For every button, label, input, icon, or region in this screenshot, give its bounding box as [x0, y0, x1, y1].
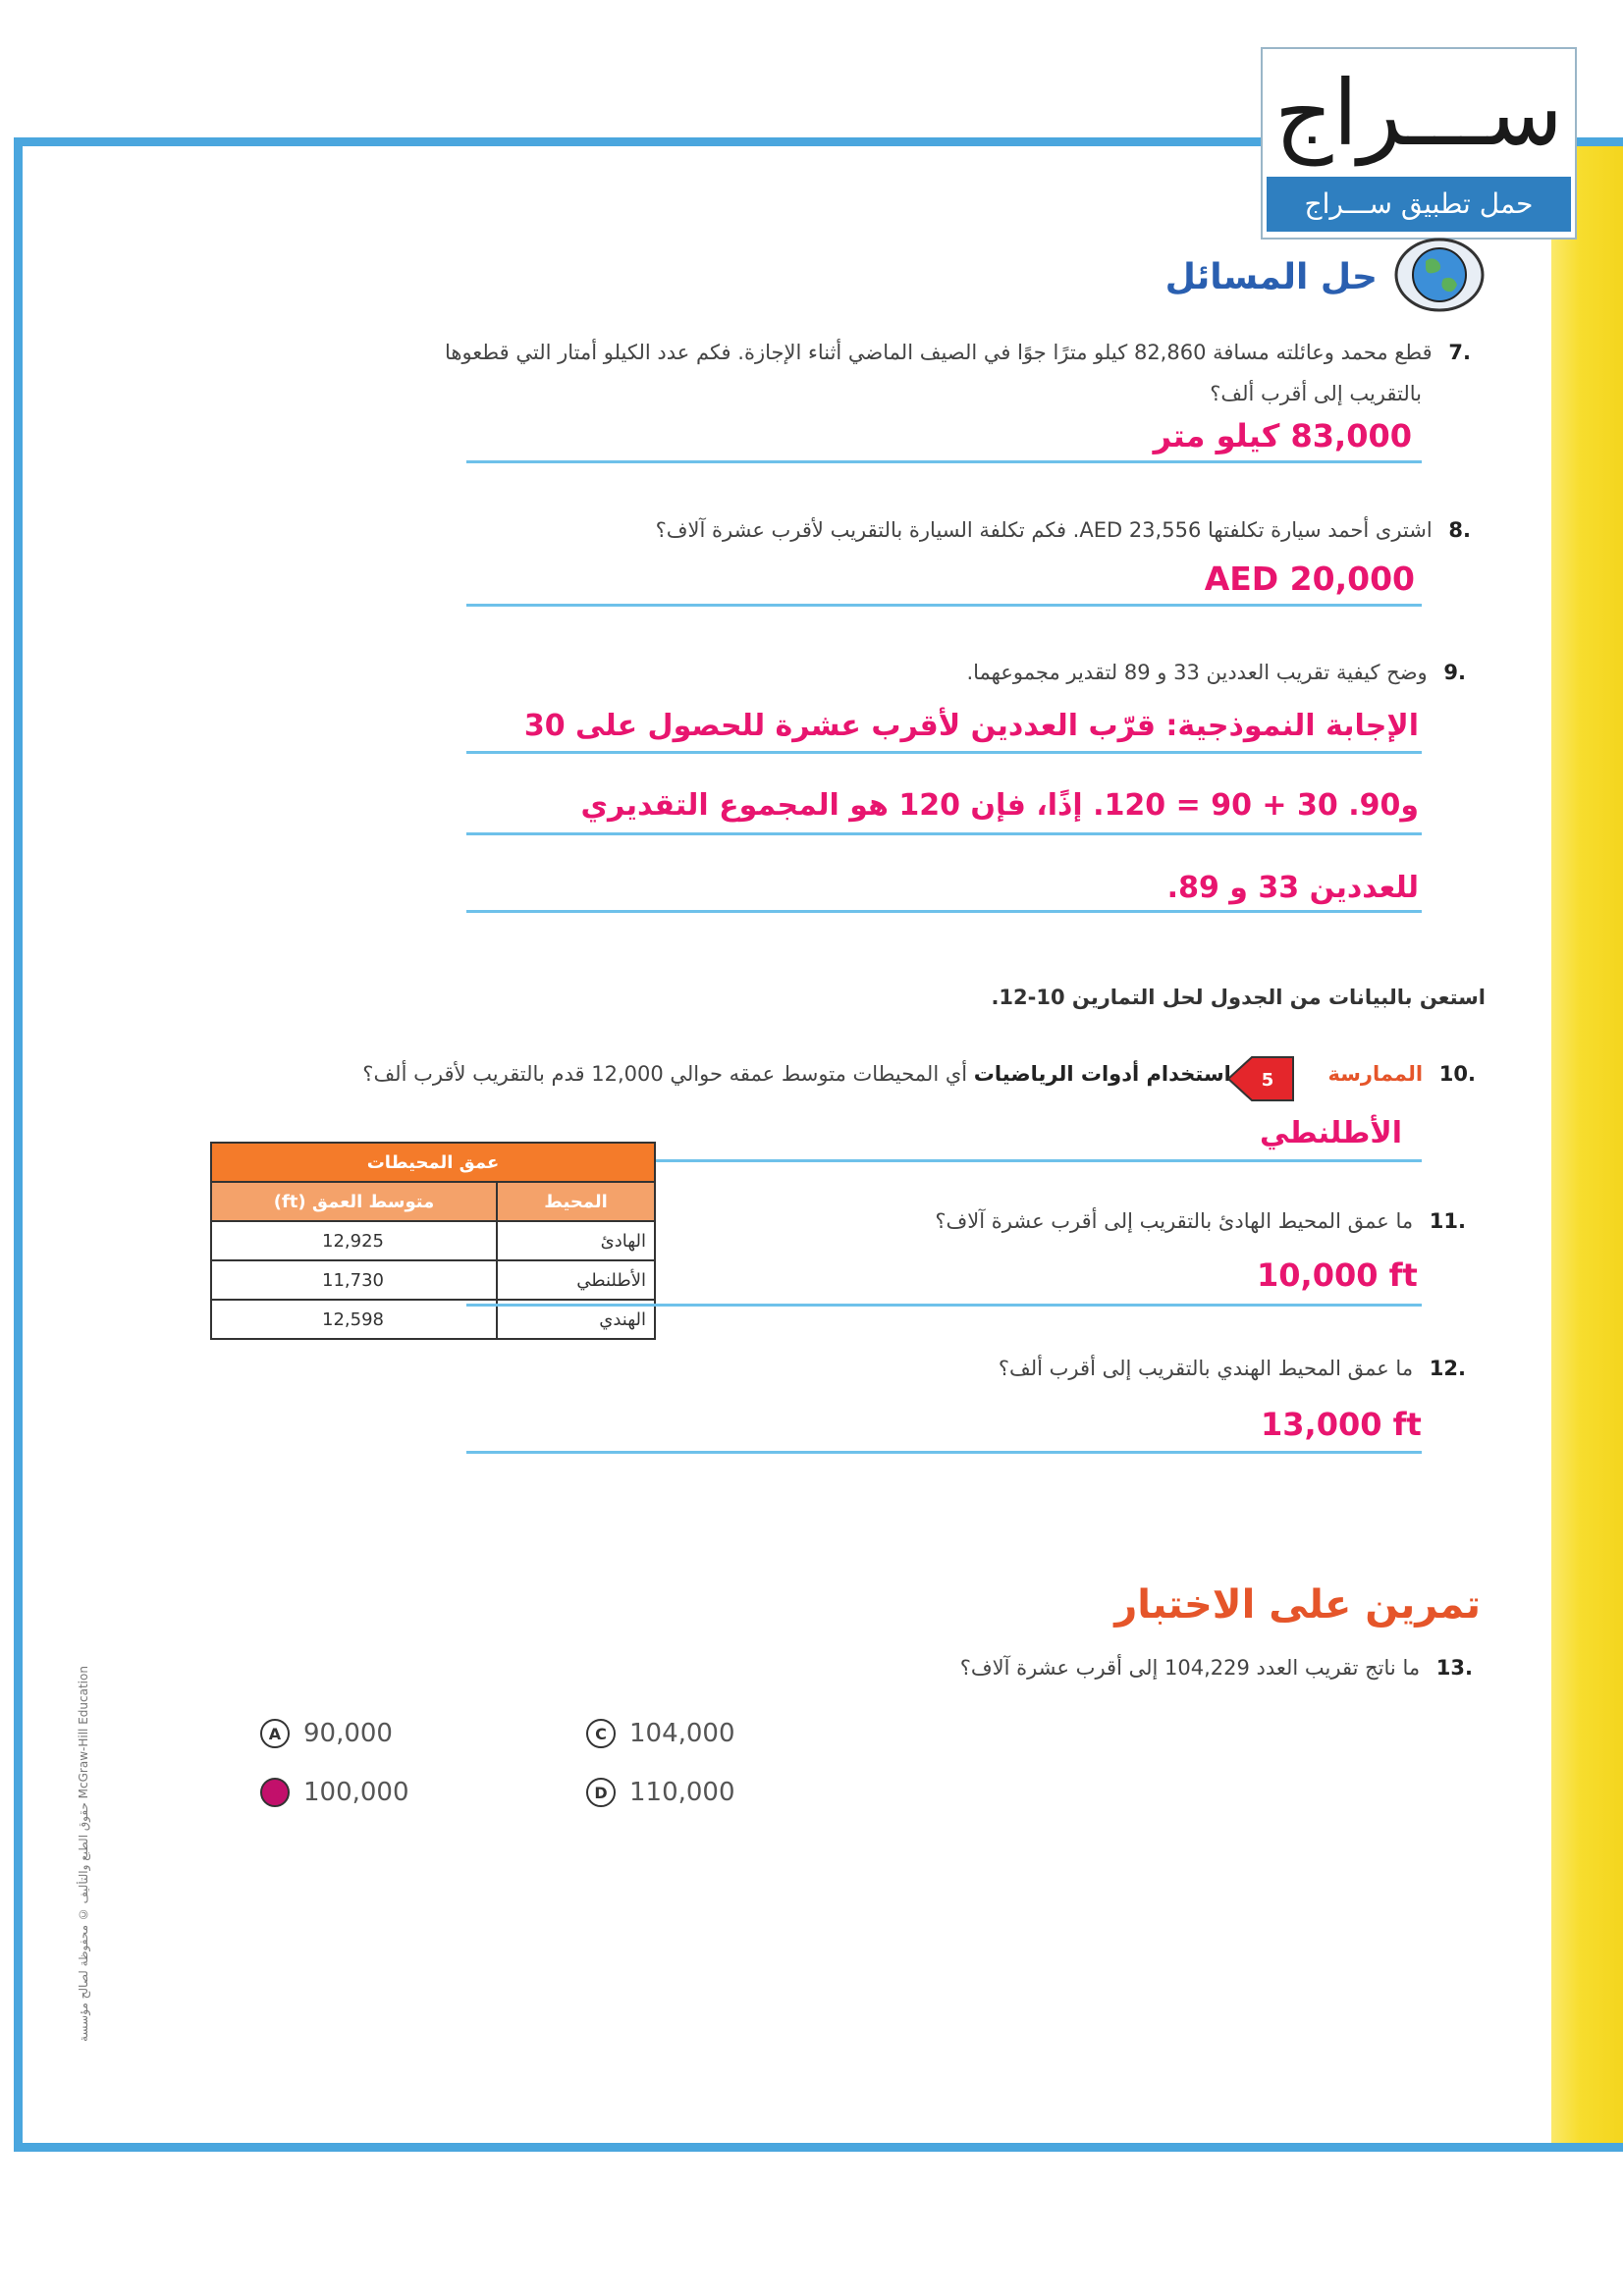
answer-line [466, 1304, 1422, 1307]
option-a-bubble[interactable]: A [260, 1719, 290, 1748]
practice-badge-icon [1228, 1055, 1297, 1102]
practice-badge-number: 5 [1261, 1070, 1274, 1091]
table-cell-depth: 12,598 [211, 1300, 497, 1339]
copyright-side-text: حقوق الطبع والتأليف © محفوظة لصالح مؤسسة McGraw-Hill Education [77, 1666, 90, 2042]
answer-7: 83,000 كيلو متر [1153, 417, 1412, 454]
question-text: ما عمق المحيط الهندي بالتقريب إلى أقرب ألف؟ [998, 1357, 1414, 1380]
question-12 [999, 1357, 1466, 1380]
question-number: .10 [1438, 1062, 1476, 1086]
question-11 [935, 1209, 1466, 1233]
answer-line [466, 1451, 1422, 1454]
table-cell-ocean: الهادئ [497, 1221, 655, 1260]
question-text: ما عمق المحيط الهادئ بالتقريب إلى أقرب عشرة آلاف؟ [935, 1209, 1414, 1233]
table-cell-depth: 12,925 [211, 1221, 497, 1260]
question-number: .11 [1429, 1209, 1466, 1233]
globe-icon [1392, 236, 1487, 314]
option-c-value: 104,000 [629, 1719, 735, 1748]
answer-9-line3: للعددين 33 و 89. [1166, 871, 1419, 905]
table-cell-ocean: الهندي [497, 1300, 655, 1339]
question-9 [966, 661, 1466, 684]
answer-9-line2: و90. 30 + 90 = 120. إذًا، فإن 120 هو المجموع التقديري [580, 788, 1419, 823]
table-cell-ocean: الأطلنطي [497, 1260, 655, 1300]
table-row [211, 1260, 655, 1300]
question-text: أي المحيطات متوسط عمقه حوالي 12,000 قدم بالتقريب لأقرب ألف؟ [362, 1062, 968, 1086]
option-a-value: 90,000 [303, 1719, 393, 1748]
question-text: اشترى أحمد سيارة تكلفتها AED 23,556. فكم تكلفة السيارة بالتقريب لأقرب عشرة آلاف؟ [655, 518, 1433, 542]
table-cell-depth: 11,730 [211, 1260, 497, 1300]
question-number: .12 [1429, 1357, 1466, 1380]
question-number: .8 [1448, 518, 1471, 542]
option-a[interactable] [260, 1719, 393, 1748]
option-d[interactable] [586, 1778, 735, 1807]
yellow-edge-band [1551, 146, 1623, 2143]
question-10 [362, 1062, 1476, 1086]
option-c-bubble[interactable]: C [586, 1719, 616, 1748]
test-practice-title: تمرين على الاختبار [1114, 1582, 1481, 1628]
answer-10: الأطلنطي [1260, 1116, 1402, 1150]
option-b-value: 100,000 [303, 1778, 409, 1807]
question-number: .7 [1448, 341, 1471, 364]
table-row [211, 1221, 655, 1260]
question-number: .9 [1443, 661, 1466, 684]
question-7 [445, 341, 1471, 364]
section-title: حل المسائل [1164, 257, 1378, 297]
table-header-ocean: المحيط [497, 1182, 655, 1221]
question-text: ما ناتج تقريب العدد 104,229 إلى أقرب عشرة آلاف؟ [959, 1656, 1421, 1680]
answer-line [466, 910, 1422, 913]
logo-wordmark: ســـراج [1274, 61, 1563, 166]
practice-label: الممارسة [1327, 1062, 1424, 1086]
answer-12: 13,000 ft [1261, 1406, 1422, 1443]
answer-line [466, 832, 1422, 835]
answer-line [466, 460, 1422, 463]
table-instruction: استعن بالبيانات من الجدول لحل التمارين 10-12. [991, 986, 1486, 1009]
ocean-depth-table [210, 1142, 656, 1340]
option-d-value: 110,000 [629, 1778, 735, 1807]
logo-tagline: حمل تطبيق ســـراج [1267, 177, 1571, 232]
option-d-bubble[interactable]: D [586, 1778, 616, 1807]
option-c[interactable] [586, 1719, 735, 1748]
answer-line [466, 751, 1422, 754]
question-8 [656, 518, 1471, 542]
table-header-depth: متوسط العمق (ft) [211, 1182, 497, 1221]
question-number: .13 [1435, 1656, 1473, 1680]
question-13 [960, 1656, 1473, 1680]
question-text: قطع محمد وعائلته مسافة 82,860 كيلو مترًا جوًا في الصيف الماضي أثناء الإجازة. فكم عدد الكيلو أمتار التي قطعوها [444, 341, 1433, 364]
siraj-logo[interactable] [1261, 47, 1577, 240]
answer-line [466, 604, 1422, 607]
answer-9-line1: الإجابة النموذجية: قرّب العددين لأقرب عشرة للحصول على 30 [523, 709, 1419, 743]
table-caption: عمق المحيطات [211, 1143, 655, 1182]
answer-8: AED 20,000 [1204, 560, 1415, 598]
option-b[interactable] [260, 1778, 409, 1807]
option-b-bubble-selected[interactable]: B [260, 1778, 290, 1807]
practice-tool: استخدام أدوات الرياضيات [973, 1062, 1231, 1086]
answer-11: 10,000 ft [1257, 1256, 1418, 1294]
question-7-line2: بالتقريب إلى أقرب ألف؟ [1210, 382, 1422, 405]
question-text: وضح كيفية تقريب العددين 33 و 89 لتقدير مجموعهما. [966, 661, 1428, 684]
